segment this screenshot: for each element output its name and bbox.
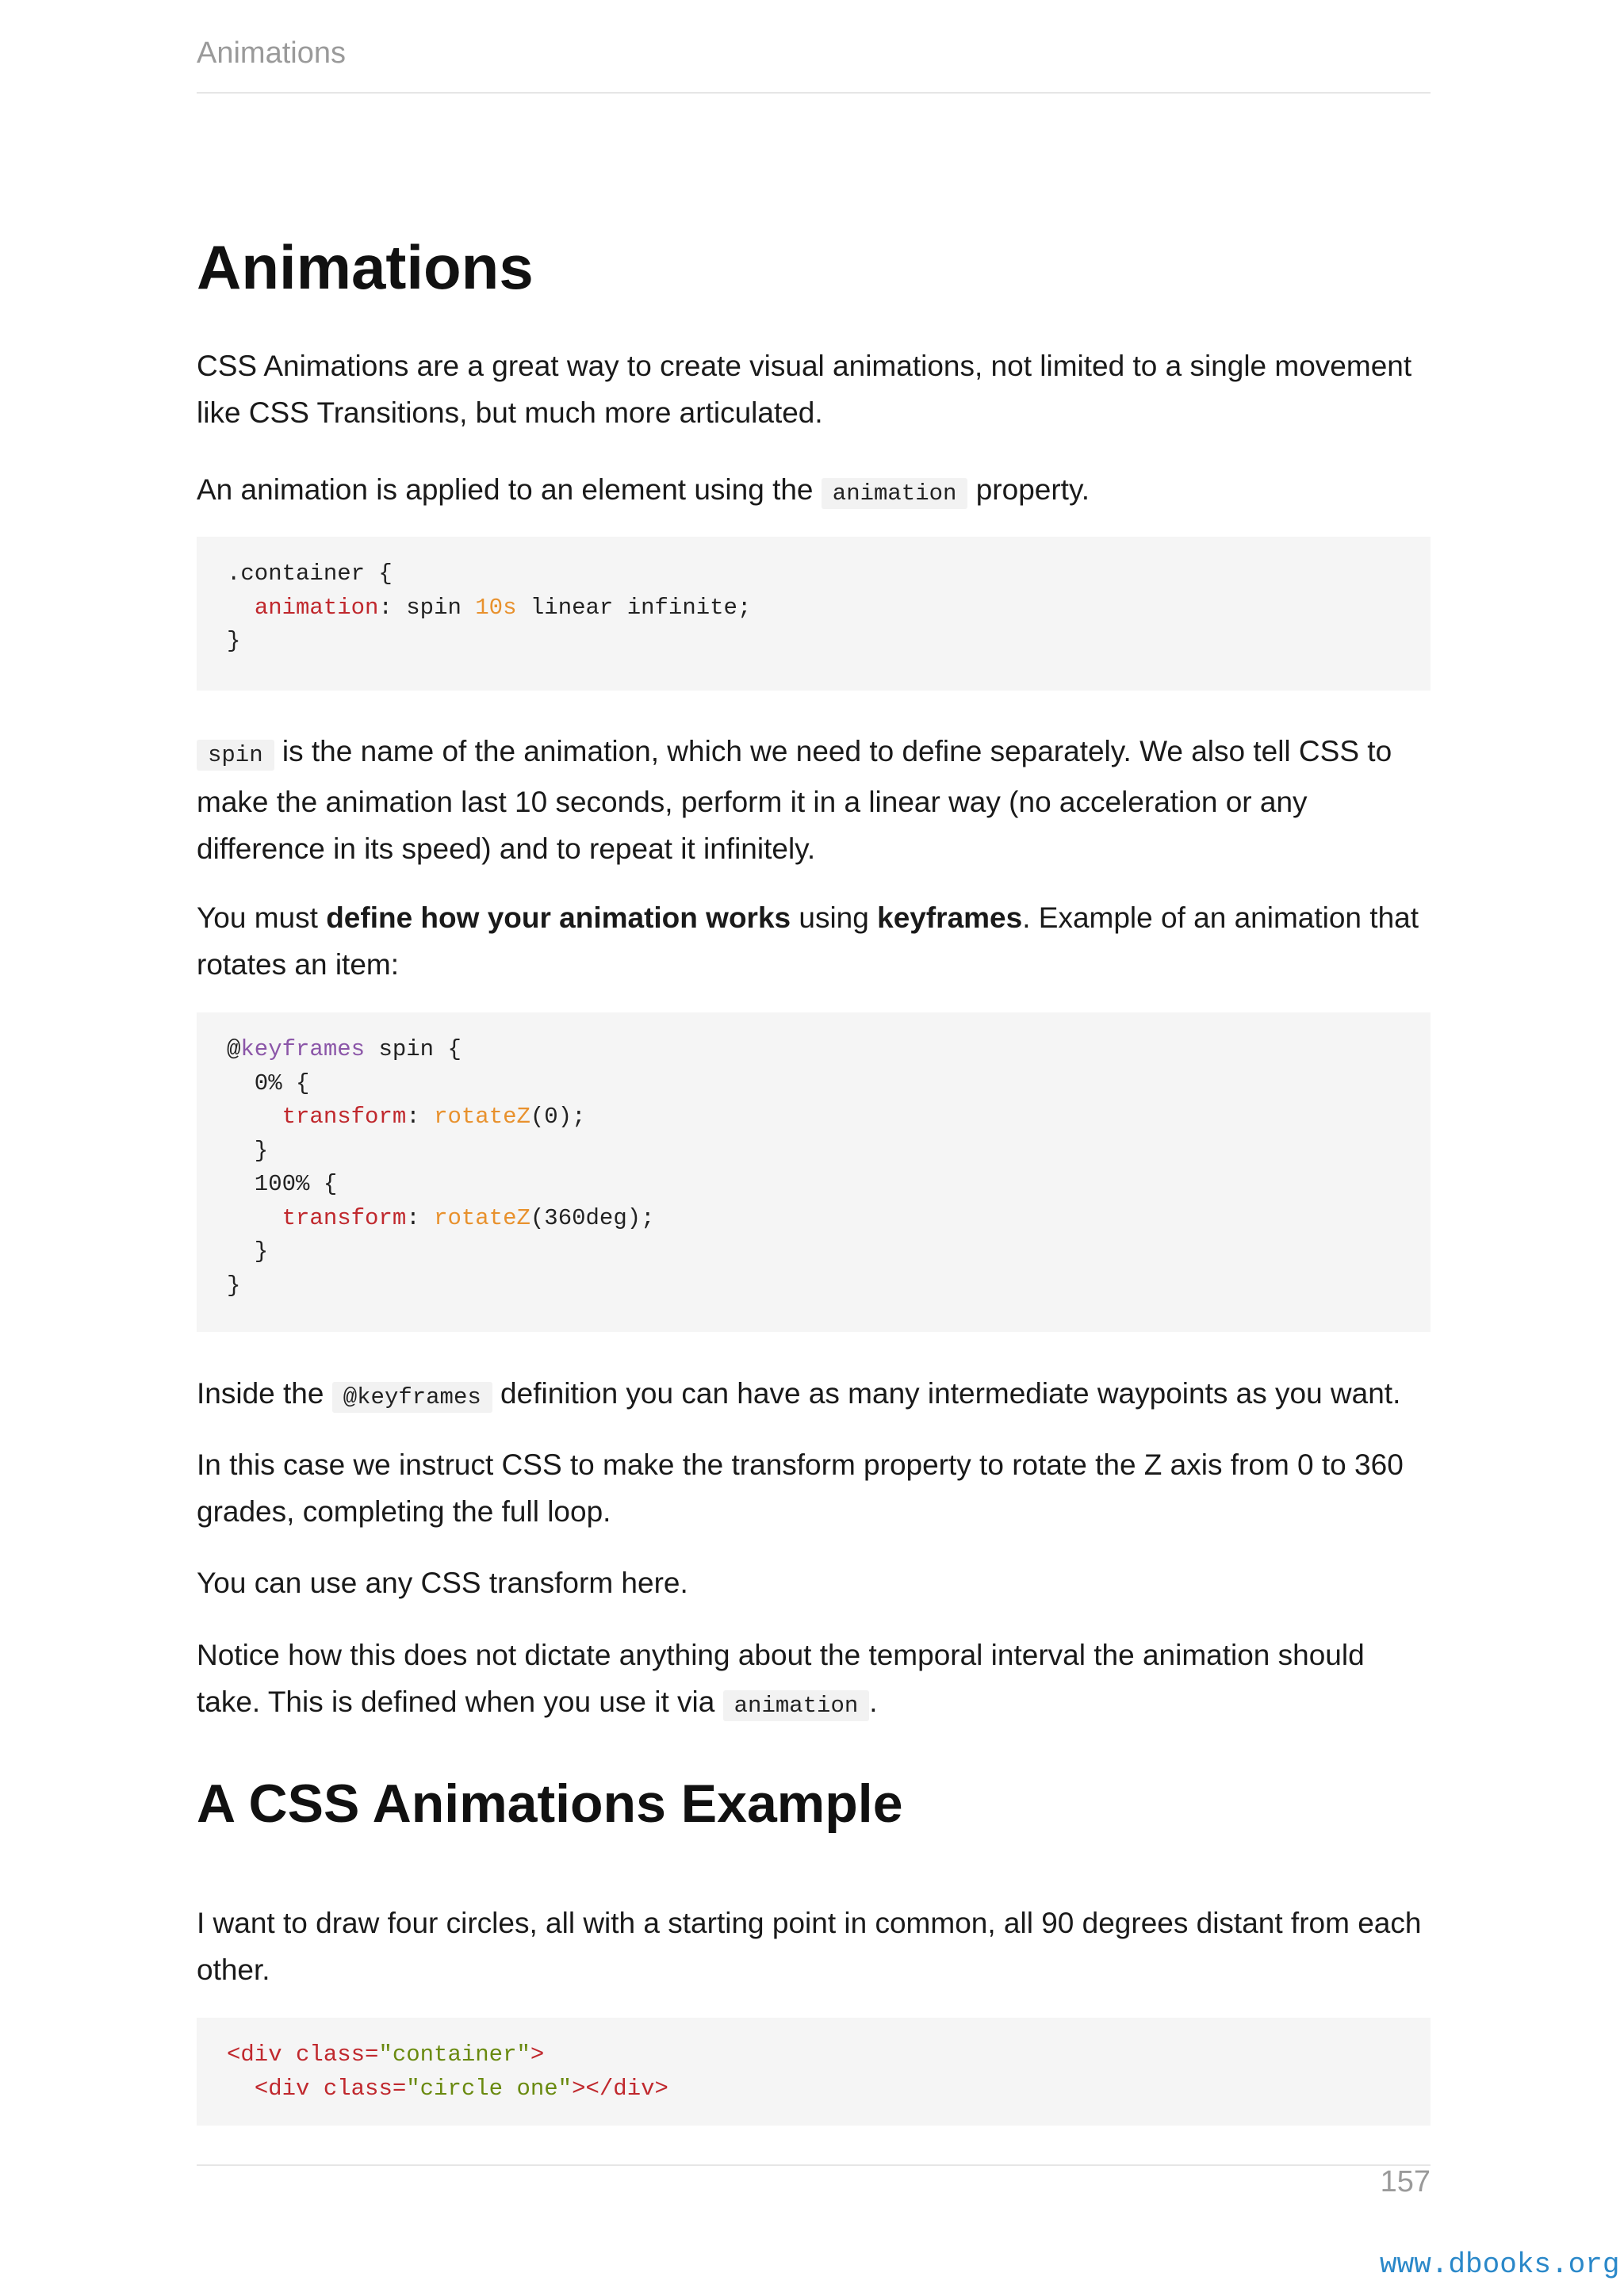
code-text: : spin xyxy=(378,594,476,621)
page-number: 157 xyxy=(1380,2165,1431,2198)
section-title: A CSS Animations Example xyxy=(197,1774,903,1834)
code-at-keyword: keyframes xyxy=(240,1036,366,1062)
spin-text: is the name of the animation, which we need to define separately. We also tell CSS to make the animation last 10 seconds, perform it in a linear way (no acceleration or any difference in its speed) and to repeat it infinitely. xyxy=(197,735,1392,865)
inline-code-spin: spin xyxy=(197,740,274,771)
code-line: } xyxy=(227,1238,269,1265)
code-text: (0); xyxy=(530,1104,586,1130)
code-string: "circle one" xyxy=(406,2075,573,2102)
applied-text-after: property. xyxy=(967,473,1090,506)
code-tag: ></div> xyxy=(572,2075,668,2102)
running-header: Animations xyxy=(197,36,346,70)
code-line: 100% { xyxy=(227,1171,338,1197)
inline-code-animation: animation xyxy=(822,478,968,509)
code-text: linear infinite; xyxy=(516,594,752,621)
code-block-keyframes xyxy=(197,1012,1431,1332)
define-text: using xyxy=(791,901,878,934)
code-line: } xyxy=(227,1272,241,1299)
inline-code-animation: animation xyxy=(723,1690,870,1721)
code-line: .container { xyxy=(227,561,393,587)
code-property: transform xyxy=(282,1104,407,1130)
code-property: animation xyxy=(254,594,379,621)
define-bold-keyframes: keyframes xyxy=(877,901,1023,934)
any-transform-paragraph: You can use any CSS transform here. xyxy=(197,1567,688,1599)
inside-text: definition you can have as many intermediate waypoints as you want. xyxy=(492,1377,1401,1410)
define-paragraph xyxy=(197,894,1431,988)
code-line: 0% { xyxy=(227,1070,310,1096)
code-text: : xyxy=(406,1204,435,1231)
header-divider xyxy=(197,92,1431,94)
footer-divider xyxy=(197,2164,1431,2166)
code-tag: > xyxy=(530,2042,545,2068)
intro-paragraph: CSS Animations are a great way to create visual animations, not limited to a single movement like CSS Transitions, but much more articulated. xyxy=(197,350,1412,429)
code-number: 10s xyxy=(475,594,517,621)
inside-text: Inside the xyxy=(197,1377,332,1410)
define-text: You must xyxy=(197,901,327,934)
code-text: (360deg); xyxy=(530,1204,655,1231)
code-line: } xyxy=(227,1137,269,1164)
code-function: rotateZ xyxy=(434,1204,530,1231)
code-text: : xyxy=(406,1104,435,1130)
code-block-html xyxy=(197,2018,1431,2126)
code-line: } xyxy=(227,628,241,654)
inside-paragraph xyxy=(197,1370,1431,1421)
chapter-title: Animations xyxy=(197,232,534,302)
code-tag: <div class= xyxy=(227,2042,379,2068)
spin-paragraph xyxy=(197,728,1431,872)
notice-text: Notice how this does not dictate anything about the temporal interval the animation should take. This is defined when you use it via xyxy=(197,1639,1365,1718)
code-text: spin { xyxy=(365,1036,462,1062)
circles-paragraph: I want to draw four circles, all with a starting point in common, all 90 degrees distant from each other. xyxy=(197,1907,1422,1986)
notice-paragraph xyxy=(197,1632,1431,1729)
applied-text-before: An animation is applied to an element using the xyxy=(197,473,822,506)
code-property: transform xyxy=(282,1204,407,1231)
case-paragraph: In this case we instruct CSS to make the transform property to rotate the Z axis from 0 to 360 grades, completing the full loop. xyxy=(197,1448,1404,1528)
inline-code-keyframes: @keyframes xyxy=(332,1382,492,1413)
code-string: "container" xyxy=(378,2042,530,2068)
define-text: . Example of an animation that rotates an item: xyxy=(197,901,1419,981)
book-page xyxy=(197,0,1431,2296)
applied-paragraph xyxy=(197,466,1431,517)
code-at: @ xyxy=(227,1036,241,1062)
define-bold-1: define how your animation works xyxy=(326,901,791,934)
site-link[interactable]: www.dbooks.org xyxy=(1380,2248,1620,2281)
notice-text: . xyxy=(869,1686,878,1718)
code-tag: <div class= xyxy=(254,2075,407,2102)
code-function: rotateZ xyxy=(434,1104,530,1130)
code-block-container-animation xyxy=(197,537,1431,691)
